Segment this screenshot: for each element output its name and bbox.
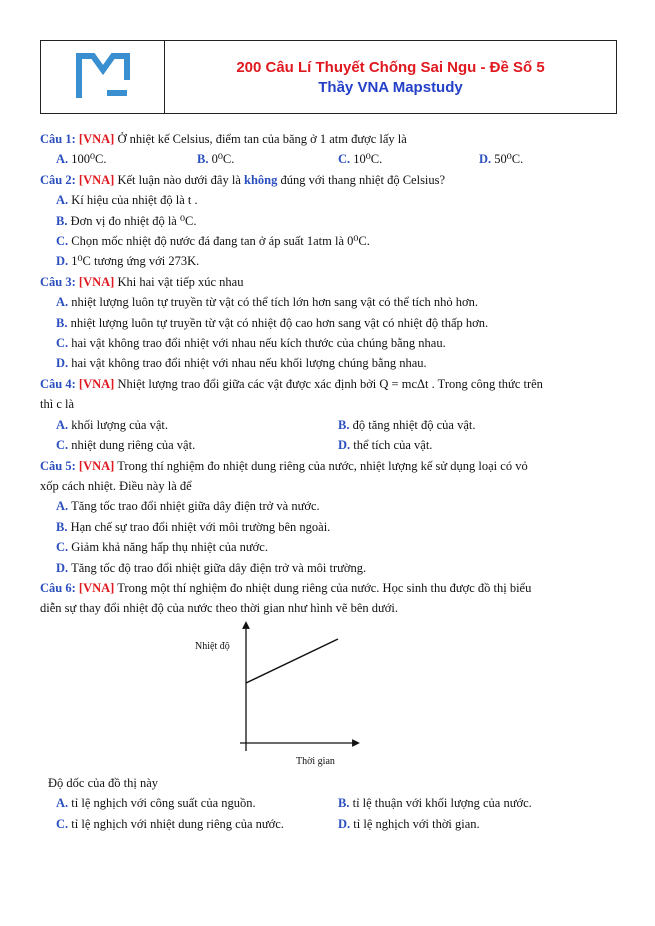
option-b: B. Đơn vị đo nhiệt độ là ⁰C.	[56, 213, 197, 228]
question-keyword: không	[244, 172, 278, 187]
header-box	[40, 40, 617, 114]
temperature-time-graph	[40, 619, 620, 771]
graph-x-label: Thời gian	[296, 755, 335, 767]
options-row	[40, 415, 620, 435]
question-text: Trong thí nghiệm đo nhiệt dung riêng của nước, nhiệt lượng kế sử dụng loại có vỏ	[117, 458, 528, 473]
question-tag: [VNA]	[78, 458, 115, 473]
options-row	[40, 814, 620, 834]
question-text: Ở nhiệt kế Celsius, điểm tan của băng ở 1 atm được lấy là	[117, 132, 407, 146]
option-b: B. độ tăng nhiệt độ của vật.	[338, 417, 476, 432]
question-4	[40, 374, 620, 394]
graph-line	[246, 639, 338, 683]
question-number: Câu 1:	[40, 132, 76, 146]
question-5	[40, 456, 620, 476]
question-tag: [VNA]	[78, 376, 115, 391]
question-text: Trong một thí nghiệm đo nhiệt dung riêng của nước. Học sinh thu được đồ thị biểu	[117, 580, 532, 595]
option-c: C. 10⁰C.	[338, 152, 383, 167]
question-sub-text: Độ dốc của đồ thị này	[48, 775, 159, 790]
question-list	[40, 129, 620, 834]
question-text: Khi hai vật tiếp xúc nhau	[117, 274, 244, 289]
option-a: A. Kí hiệu của nhiệt độ là t .	[56, 193, 198, 208]
question-number: Câu 4:	[40, 376, 76, 391]
question-number: Câu 6:	[40, 580, 76, 595]
question-text-end: đúng với thang nhiệt độ Celsius?	[280, 172, 446, 187]
page-subtitle: Thầy VNA Mapstudy	[318, 78, 463, 96]
option-c: C. nhiệt dung riêng của vật.	[56, 438, 196, 453]
graph-y-label: Nhiệt độ	[195, 640, 230, 652]
page-title: 200 Câu Lí Thuyết Chống Sai Ngu - Đề Số 5	[236, 58, 545, 76]
options-row	[40, 793, 620, 813]
option-d: D. Tăng tốc độ trao đổi nhiệt giữa dây điện trở và môi trường.	[56, 560, 367, 575]
question-1	[40, 129, 620, 149]
option-c: C. hai vật không trao đổi nhiệt với nhau nếu kích thước của chúng bằng nhau.	[56, 336, 446, 351]
question-3	[40, 272, 620, 292]
mapstudy-logo	[73, 50, 133, 104]
question-tag: [VNA]	[78, 274, 115, 289]
option-b: B. 0⁰C.	[197, 152, 235, 167]
question-text-cont: diễn sự thay đổi nhiệt độ của nước theo thời gian như hình vẽ bên dưới.	[40, 601, 398, 616]
option-c: C. tỉ lệ nghịch với nhiệt dung riêng của nước.	[56, 816, 284, 831]
option-c: C. Giảm khả năng hấp thụ nhiệt của nước.	[56, 540, 268, 555]
option-a: A. tỉ lệ nghịch với công suất của nguồn.	[56, 796, 256, 811]
option-a: A. nhiệt lượng luôn tự truyền từ vật có thể tích lớn hơn sang vật có thể tích nhỏ hơn.	[56, 295, 479, 310]
question-text-cont: xốp cách nhiệt. Điều này là để	[40, 478, 192, 493]
option-b: B. Hạn chế sự trao đổi nhiệt với môi trường bên ngoài.	[56, 519, 331, 534]
option-d: D. 50⁰C.	[479, 152, 524, 167]
title-cell	[165, 41, 616, 113]
options-row	[40, 435, 620, 455]
question-text: Nhiệt lượng trao đổi giữa các vật được xác định bởi Q = mcΔt . Trong công thức trên	[117, 376, 543, 391]
question-text: Kết luận nào dưới đây là	[117, 172, 241, 187]
question-tag: [VNA]	[78, 580, 115, 595]
question-tag: [VNA]	[78, 172, 115, 187]
option-b: B. nhiệt lượng luôn tự truyền từ vật có nhiệt độ cao hơn sang vật có nhiệt độ thấp hơn.	[56, 315, 489, 330]
question-text-cont: thì c là	[40, 397, 75, 412]
option-d: D. 1⁰C tương ứng với 273K.	[56, 254, 200, 269]
option-d: D. tỉ lệ nghịch với thời gian.	[338, 816, 480, 831]
question-6	[40, 578, 620, 598]
question-tag: [VNA]	[78, 132, 115, 146]
option-b: B. tỉ lệ thuận với khối lượng của nước.	[338, 796, 532, 811]
logo-cell	[41, 41, 165, 113]
option-a: A. Tăng tốc trao đổi nhiệt giữa dây điện trở và nước.	[56, 499, 320, 514]
option-a: A. 100⁰C.	[56, 152, 107, 167]
option-d: D. thể tích của vật.	[338, 438, 433, 453]
question-number: Câu 2:	[40, 172, 76, 187]
question-number: Câu 3:	[40, 274, 76, 289]
option-a: A. khối lượng của vật.	[56, 417, 168, 432]
option-d: D. hai vật không trao đổi nhiệt với nhau nếu khối lượng chúng bằng nhau.	[56, 356, 427, 371]
option-c: C. Chọn mốc nhiệt độ nước đá đang tan ở áp suất 1atm là 0⁰C.	[56, 234, 370, 249]
graph-svg	[190, 619, 360, 769]
options-row	[40, 149, 620, 169]
question-2	[40, 170, 620, 190]
question-number: Câu 5:	[40, 458, 76, 473]
